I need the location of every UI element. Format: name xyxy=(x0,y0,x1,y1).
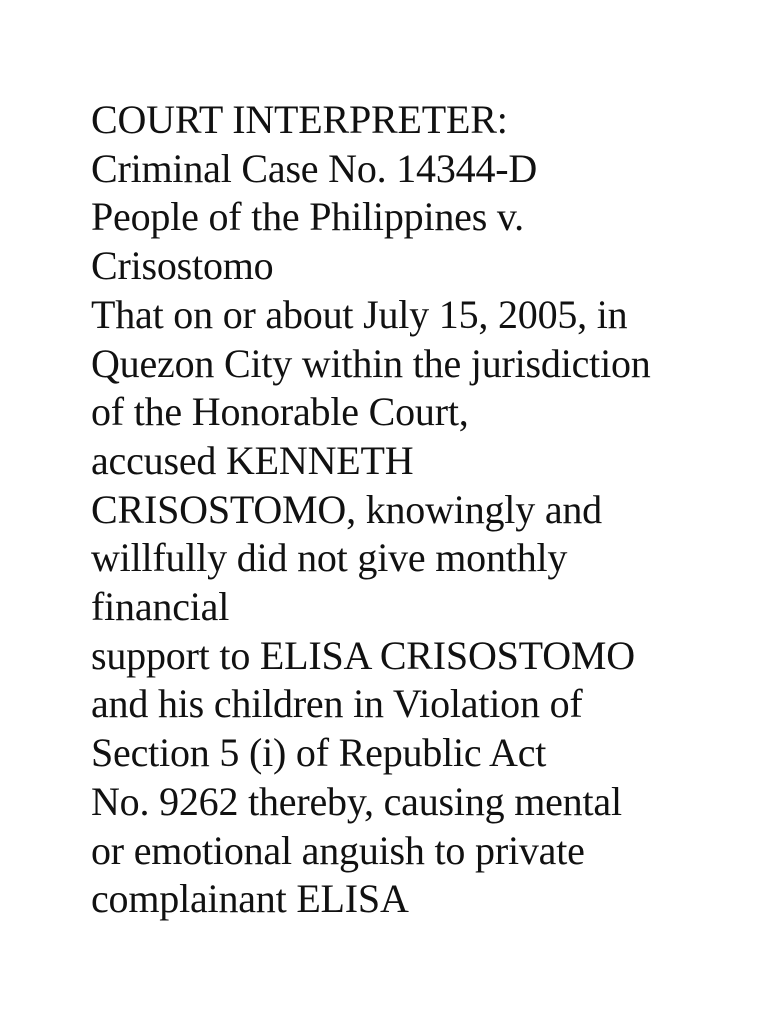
text-line: of the Honorable Court, xyxy=(91,389,469,435)
text-line: That on or about July 15, 2005, in xyxy=(91,291,628,337)
text-line: or emotional anguish to private xyxy=(91,827,585,873)
text-line: CRISOSTOMO, knowingly and xyxy=(91,486,602,532)
text-line: accused KENNETH xyxy=(91,437,414,483)
document-text xyxy=(91,96,731,924)
case-number-line: Criminal Case No. 14344-D xyxy=(91,145,538,191)
text-line: willfully did not give monthly xyxy=(91,535,568,581)
case-title-line-2: Crisostomo xyxy=(91,243,274,289)
text-line: financial xyxy=(91,584,230,630)
text-line: support to ELISA CRISOSTOMO xyxy=(91,632,635,678)
text-line: Section 5 (i) of Republic Act xyxy=(91,730,547,776)
text-line: Quezon City within the jurisdiction xyxy=(91,340,651,386)
text-line: and his children in Violation of xyxy=(91,681,583,727)
text-line: No. 9262 thereby, causing mental xyxy=(91,778,622,824)
text-line: complainant ELISA xyxy=(91,876,409,922)
case-title-line-1: People of the Philippines v. xyxy=(91,194,524,240)
speaker-heading: COURT INTERPRETER: xyxy=(91,97,508,142)
